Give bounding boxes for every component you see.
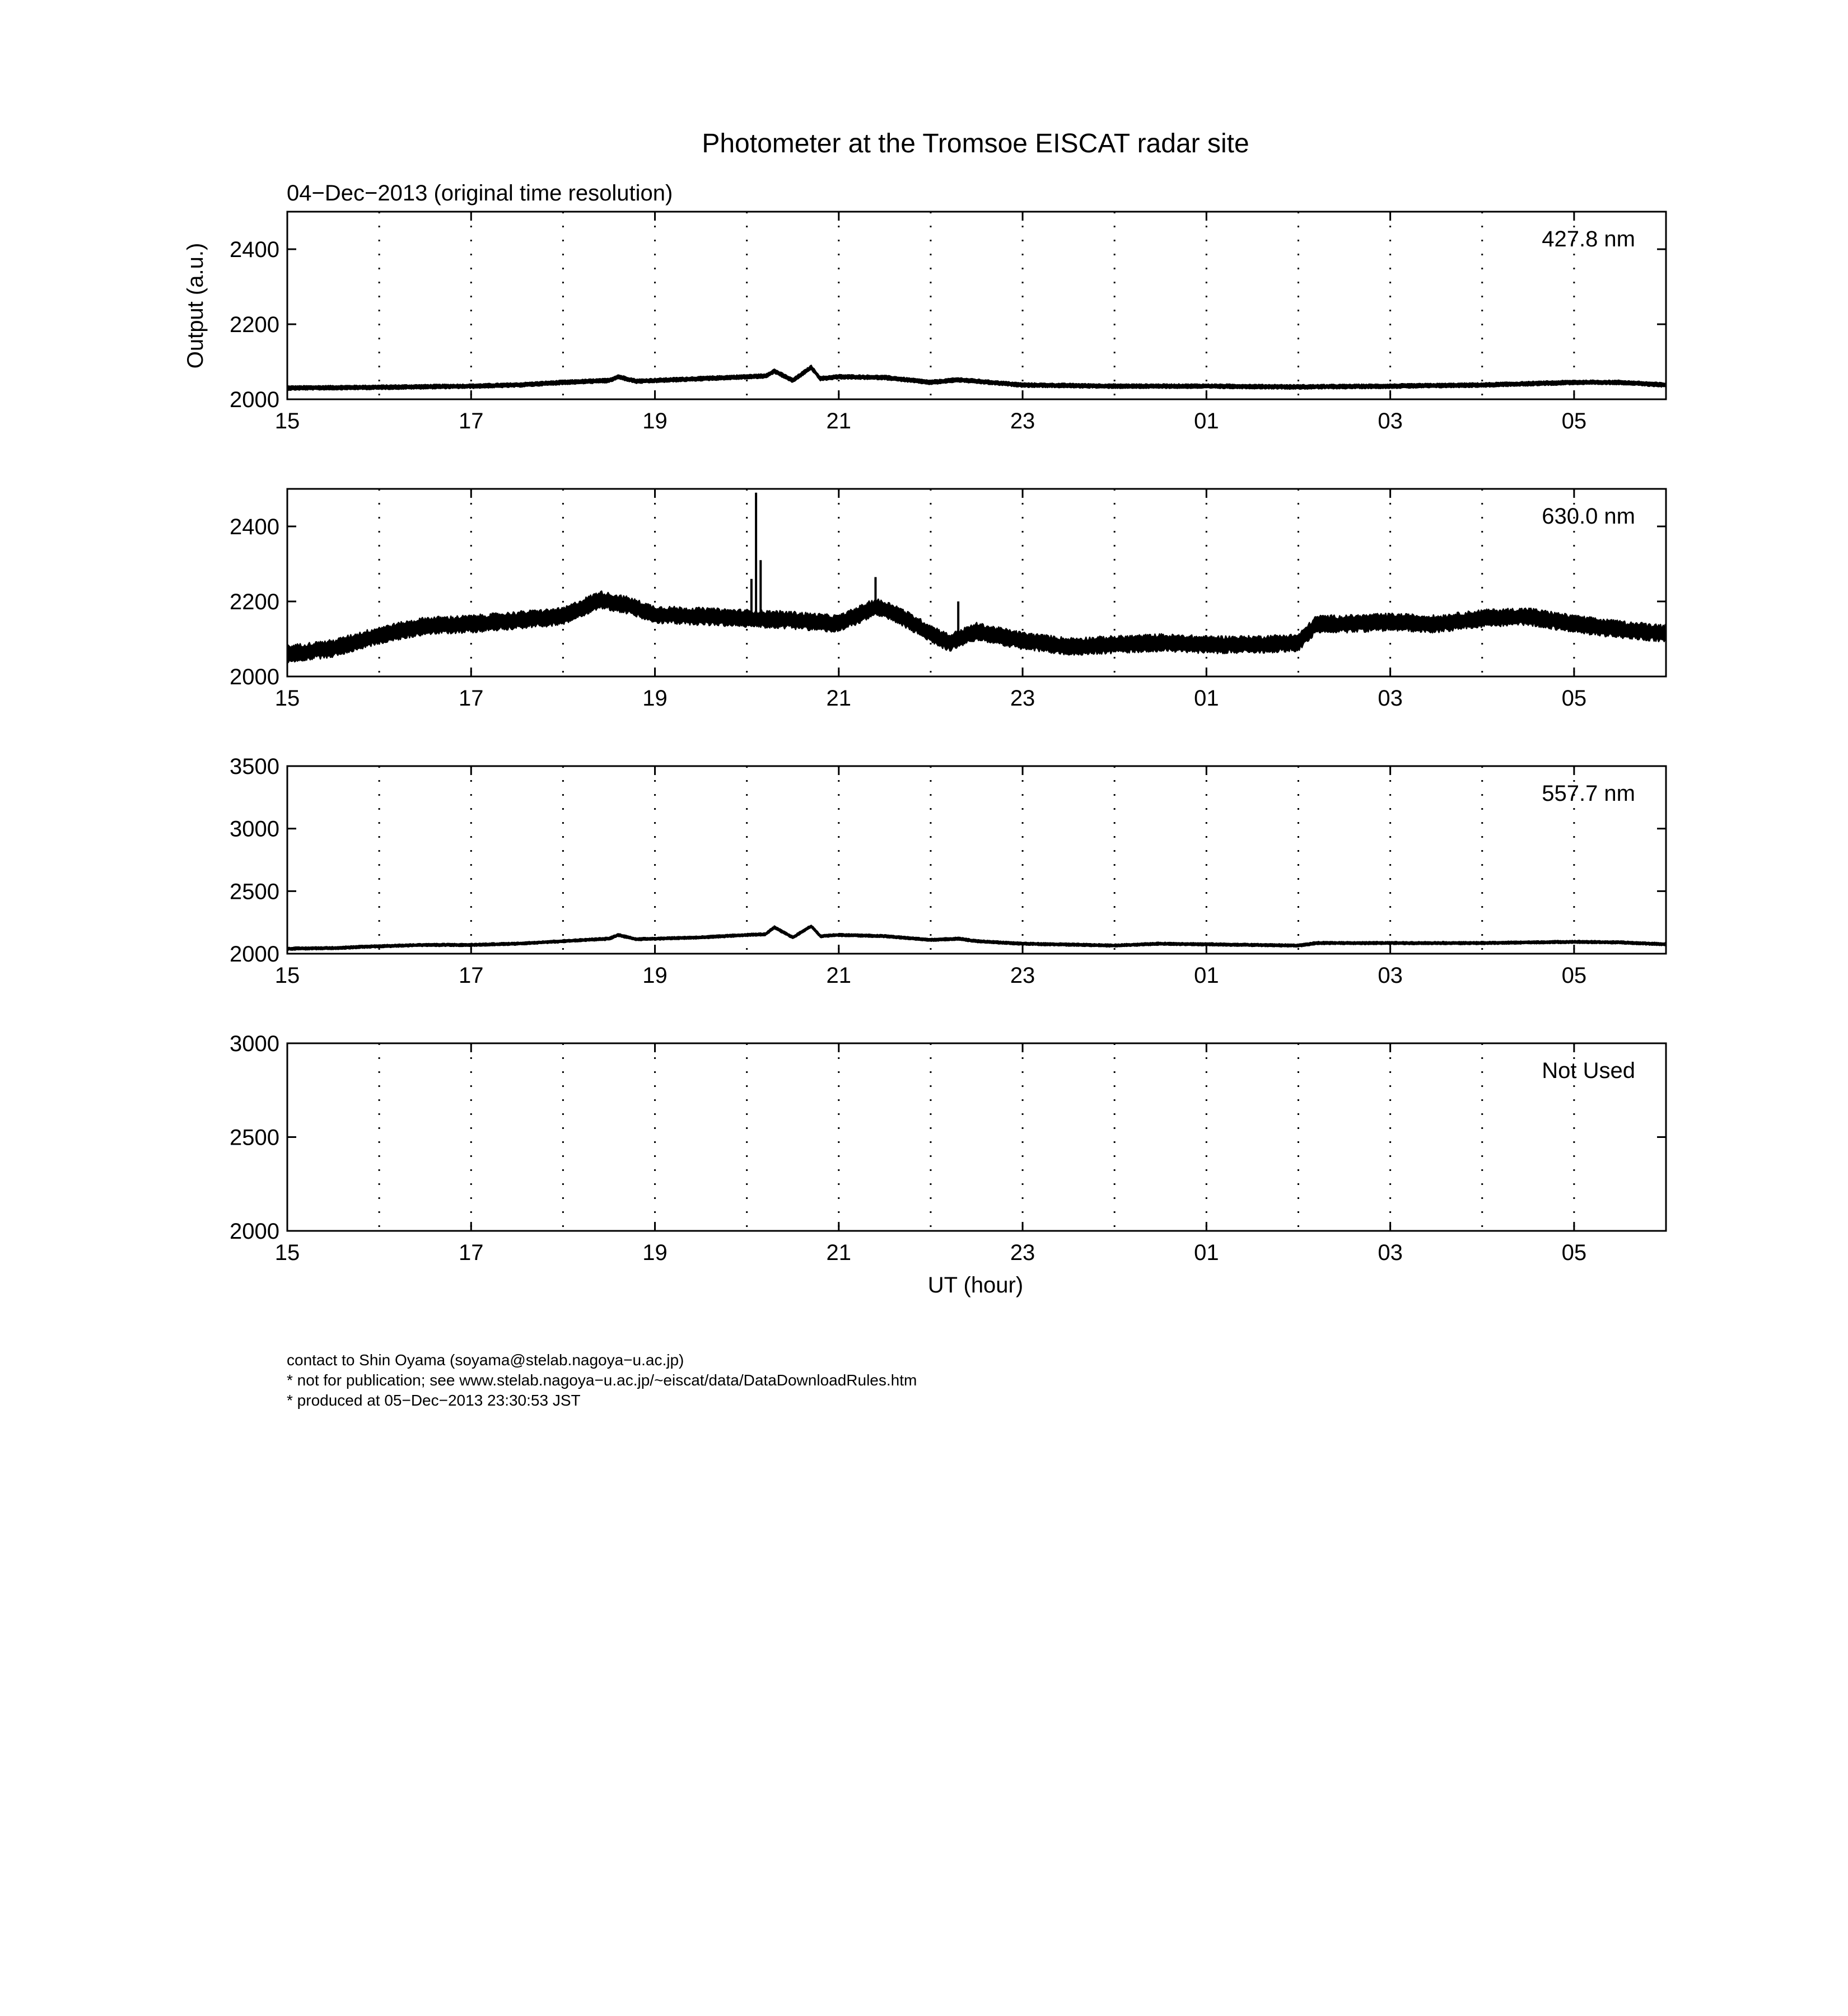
chart-panels [230, 212, 1666, 1265]
series-label: 630.0 nm [1542, 504, 1635, 529]
x-axis-label: UT (hour) [927, 1273, 1024, 1298]
x-tick-label: 03 [1378, 963, 1403, 988]
y-tick-label: 2500 [230, 1125, 279, 1150]
x-tick-label: 01 [1194, 963, 1219, 988]
chart-title: Photometer at the Tromsoe EISCAT radar site [702, 129, 1249, 158]
x-tick-label: 17 [459, 963, 484, 988]
axes-box [287, 1043, 1666, 1231]
x-tick-label: 21 [826, 686, 852, 711]
y-tick-label: 2200 [230, 590, 279, 614]
x-tick-label: 19 [642, 963, 668, 988]
y-tick-label: 2400 [230, 237, 279, 262]
x-tick-label: 03 [1378, 409, 1403, 433]
panel-630-0-nm [230, 489, 1666, 711]
x-tick-label: 23 [1010, 686, 1035, 711]
x-tick-label: 05 [1561, 963, 1587, 988]
x-tick-label: 17 [459, 686, 484, 711]
y-tick-label: 2000 [230, 388, 279, 412]
series-label: 557.7 nm [1542, 781, 1635, 806]
x-tick-label: 23 [1010, 963, 1035, 988]
x-tick-label: 03 [1378, 1240, 1403, 1265]
x-tick-label: 05 [1561, 1240, 1587, 1265]
x-tick-label: 23 [1010, 409, 1035, 433]
panel-427-8-nm [230, 212, 1666, 433]
footer-produced-at: * produced at 05−Dec−2013 23:30:53 JST [287, 1392, 581, 1409]
y-tick-label: 2400 [230, 515, 279, 539]
x-tick-label: 21 [826, 409, 852, 433]
x-tick-label: 17 [459, 409, 484, 433]
y-tick-label: 2200 [230, 312, 279, 337]
series-trace [287, 365, 1666, 390]
footer-notes [287, 1351, 917, 1409]
x-tick-label: 03 [1378, 686, 1403, 711]
y-tick-label: 3000 [230, 816, 279, 842]
x-tick-label: 19 [642, 409, 668, 433]
footer-contact: contact to Shin Oyama (soyama@stelab.nagoya−u.ac.jp) [287, 1351, 684, 1369]
x-tick-label: 05 [1561, 686, 1587, 711]
x-tick-label: 01 [1194, 686, 1219, 711]
y-tick-label: 3500 [230, 754, 279, 779]
series-trace [287, 925, 1666, 950]
y-axis-label: Output (a.u.) [183, 242, 208, 369]
axes-box [287, 766, 1666, 954]
panel-not-used [230, 1032, 1666, 1265]
x-tick-label: 21 [826, 963, 852, 988]
x-tick-label: 01 [1194, 409, 1219, 433]
y-tick-label: 2000 [230, 665, 279, 689]
x-tick-label: 15 [274, 686, 300, 711]
footer-publication-note: * not for publication; see www.stelab.nagoya−u.ac.jp/~eiscat/data/DataDownloadRules.htm [287, 1371, 917, 1389]
x-tick-label: 19 [642, 686, 668, 711]
y-tick-label: 3000 [230, 1032, 279, 1056]
y-tick-label: 2000 [230, 1219, 279, 1244]
x-tick-label: 21 [826, 1240, 852, 1265]
x-tick-label: 15 [274, 409, 300, 433]
x-tick-label: 19 [642, 1240, 668, 1265]
x-tick-label: 17 [459, 1240, 484, 1265]
y-tick-label: 2500 [230, 879, 279, 904]
series-label: Not Used [1542, 1058, 1635, 1083]
x-tick-label: 15 [274, 1240, 300, 1265]
x-tick-label: 01 [1194, 1240, 1219, 1265]
x-tick-label: 23 [1010, 1240, 1035, 1265]
y-tick-label: 2000 [230, 942, 279, 967]
series-label: 427.8 nm [1542, 227, 1635, 251]
panel-557-7-nm [230, 754, 1666, 988]
chart-subtitle: 04−Dec−2013 (original time resolution) [287, 181, 673, 206]
axes-box [287, 212, 1666, 399]
axes-box [287, 489, 1666, 676]
x-tick-label: 15 [274, 963, 300, 988]
series-trace [287, 591, 1666, 662]
x-tick-label: 05 [1561, 409, 1587, 433]
